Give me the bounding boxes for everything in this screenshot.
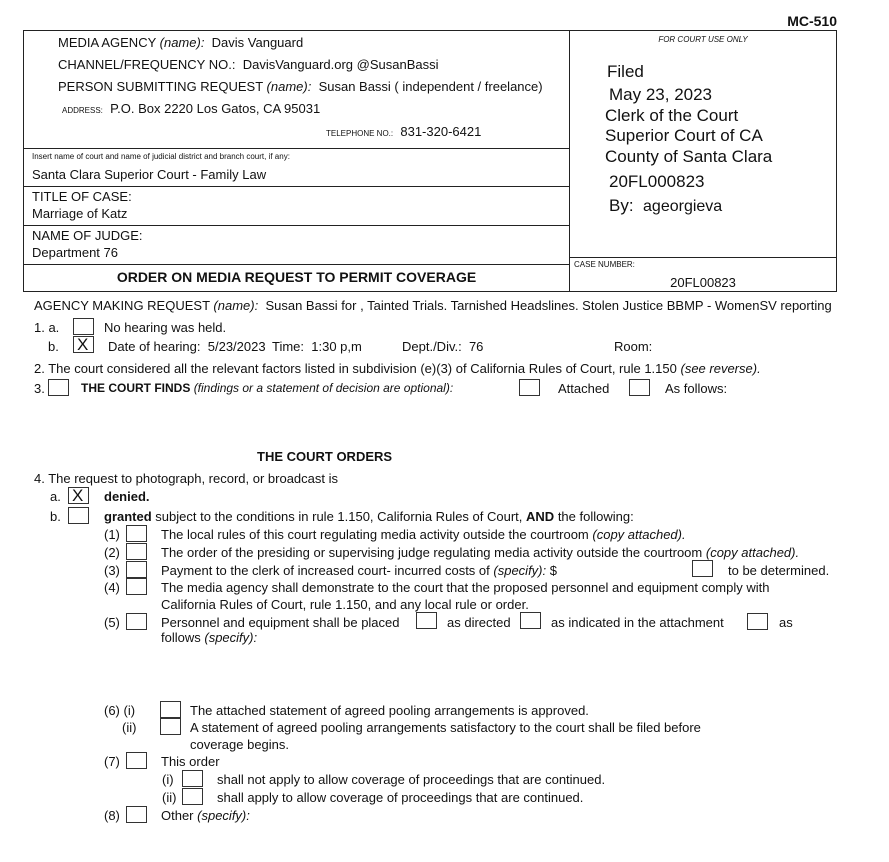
stamp-date: May 23, 2023 (609, 85, 713, 104)
stamp-filed: Filed (607, 62, 644, 81)
condition-2-checkbox[interactable] (126, 543, 147, 560)
as-directed-checkbox[interactable] (416, 612, 437, 629)
not-apply-continued-text: shall not apply to allow coverage of proceedings that are continued. (217, 772, 606, 787)
pooling-approved-checkbox[interactable] (160, 701, 181, 718)
divider (569, 31, 570, 291)
divider (24, 148, 569, 149)
channel-field: CHANNEL/FREQUENCY NO.: DavisVanguard.org @SusanBassi (58, 57, 439, 72)
address-value[interactable]: P.O. Box 2220 Los Gatos, CA 95031 (110, 101, 321, 116)
findings-attached-label: Attached (558, 381, 610, 396)
judge-value[interactable]: Department 76 (32, 245, 118, 260)
condition-5-text: Personnel and equipment shall be placed (161, 615, 400, 630)
not-apply-continued-checkbox[interactable] (182, 770, 203, 787)
case-title-value[interactable]: Marriage of Katz (32, 206, 128, 221)
address-field: ADDRESS: P.O. Box 2220 Los Gatos, CA 95031 (62, 101, 321, 116)
court-finds-label: THE COURT FINDS (findings or a statement of decision are optional): (81, 381, 454, 395)
caption-box (23, 30, 837, 292)
as-follows-label: as (779, 615, 793, 630)
court-instruction: Insert name of court and name of judicial district and branch court, if any: (32, 152, 290, 161)
denied-label: denied. (104, 489, 150, 504)
condition-1-text: The local rules of this court regulating media activity outside the courtroom (copy attached). (161, 527, 686, 542)
condition-7-checkbox[interactable] (126, 752, 147, 769)
pooling-to-be-filed-checkbox[interactable] (160, 718, 181, 735)
findings-attached-checkbox[interactable] (519, 379, 540, 396)
apply-continued-checkbox[interactable] (182, 788, 203, 805)
condition-4-number: (4) (104, 580, 120, 595)
item-1b-number: b. (48, 339, 59, 354)
stamp-county: County of Santa Clara (605, 147, 773, 166)
hearing-time: Time: 1:30 p,m (272, 339, 362, 354)
pooling-to-be-filed-text: A statement of agreed pooling arrangements satisfactory to the court shall be filed before (190, 720, 701, 735)
court-orders-heading: THE COURT ORDERS (257, 449, 393, 464)
person-value[interactable]: Susan Bassi ( independent / freelance) (318, 79, 543, 94)
court-use-label: FOR COURT USE ONLY (658, 35, 748, 44)
other-checkbox[interactable] (126, 806, 147, 823)
case-title-label: TITLE OF CASE: (32, 189, 132, 204)
condition-8-number: (8) (104, 808, 120, 823)
condition-4-checkbox[interactable] (126, 578, 147, 595)
divider (569, 257, 837, 258)
condition-6-number: (6) (i) (104, 703, 136, 718)
hearing-room: Room: (614, 339, 653, 354)
condition-6-ii-number: (ii) (122, 720, 137, 735)
form-number: MC-510 (787, 13, 837, 29)
channel-value[interactable]: DavisVanguard.org @SusanBassi (242, 57, 439, 72)
media-agency-value[interactable]: Davis Vanguard (211, 35, 304, 50)
telephone-field: TELEPHONE NO.: 831-320-6421 (326, 124, 482, 139)
hearing-date[interactable]: 5/23/2023 (207, 339, 266, 354)
pooling-approved-text: The attached statement of agreed pooling arrangements is approved. (190, 703, 589, 718)
hearing-held-checkbox[interactable] (73, 336, 94, 353)
divider (24, 186, 569, 187)
condition-1-number: (1) (104, 527, 120, 542)
as-directed-label: as directed (447, 615, 511, 630)
other-text: Other (specify): (161, 808, 250, 823)
item-4b-number: b. (50, 509, 61, 524)
condition-2-number: (2) (104, 545, 120, 560)
condition-5-number: (5) (104, 615, 120, 630)
granted-checkbox[interactable] (68, 507, 89, 524)
divider (24, 264, 569, 265)
pooling-to-be-filed-text-cont: coverage begins. (190, 737, 290, 752)
court-finds-checkbox[interactable] (48, 379, 69, 396)
denied-checkbox[interactable] (68, 487, 89, 504)
agency-value[interactable]: Susan Bassi for , Tainted Trials. Tarnished Headslines. Stolen Justice BBMP - WomenSV reporting (265, 298, 832, 313)
no-hearing-checkbox[interactable] (73, 318, 94, 335)
item-1a-number: 1. a. (34, 320, 60, 335)
condition-3-checkbox[interactable] (126, 561, 147, 578)
condition-5-checkbox[interactable] (126, 613, 147, 630)
stamp-case-number: 20FL000823 (609, 172, 705, 191)
as-indicated-label: as indicated in the attachment (551, 615, 724, 630)
case-number-label: CASE NUMBER: (574, 260, 635, 269)
condition-4-text: The media agency shall demonstrate to the court that the proposed personnel and equipment comply with (161, 580, 770, 595)
no-hearing-label: No hearing was held. (104, 320, 227, 335)
condition-2-text: The order of the presiding or supervising judge regulating media activity outside the courtroom (copy attached). (161, 545, 800, 560)
condition-3-text: Payment to the clerk of increased court- incurred costs of (specify): $ (161, 563, 557, 578)
item-3-number: 3. (34, 381, 45, 396)
media-agency-field: MEDIA AGENCY (name): Davis Vanguard (58, 35, 304, 50)
court-name-value[interactable]: Santa Clara Superior Court - Family Law (32, 167, 267, 182)
as-follows-checkbox[interactable] (747, 613, 768, 630)
case-number-value[interactable]: 20FL00823 (670, 275, 736, 290)
findings-as-follows-checkbox[interactable] (629, 379, 650, 396)
person-field: PERSON SUBMITTING REQUEST (name): Susan Bassi ( independent / freelance) (58, 79, 543, 94)
document-title: ORDER ON MEDIA REQUEST TO PERMIT COVERAGE (116, 269, 477, 285)
findings-as-follows-label: As follows: (665, 381, 728, 396)
item-4a-number: a. (50, 489, 61, 504)
condition-3-number: (3) (104, 563, 120, 578)
apply-continued-text: shall apply to allow coverage of proceedings that are continued. (217, 790, 584, 805)
item-4: 4. The request to photograph, record, or broadcast is (34, 471, 338, 486)
agency-making-request: AGENCY MAKING REQUEST (name): Susan Bassi for , Tainted Trials. Tarnished Headslines. Stolen Justice BBMP - WomenSV reporting (34, 298, 832, 313)
stamp-court: Superior Court of CA (605, 126, 763, 145)
item-2: 2. The court considered all the relevant factors listed in subdivision (e)(3) of California Rules of Court, rule 1.150 (see reverse). (34, 361, 761, 376)
costs-tbd-checkbox[interactable] (692, 560, 713, 577)
as-indicated-checkbox[interactable] (520, 612, 541, 629)
costs-tbd-label: to be determined. (728, 563, 830, 578)
condition-7-i-number: (i) (162, 772, 174, 787)
condition-4-text-cont: California Rules of Court, rule 1.150, and any local rule or order. (161, 597, 529, 612)
condition-7-number: (7) (104, 754, 120, 769)
judge-label: NAME OF JUDGE: (32, 228, 143, 243)
hearing-details: Date of hearing: 5/23/2023 (108, 339, 266, 354)
stamp-by: By: ageorgieva (609, 196, 723, 215)
telephone-value[interactable]: 831-320-6421 (400, 124, 482, 139)
hearing-dept: Dept./Div.: 76 (402, 339, 484, 354)
stamp-clerk: Clerk of the Court (605, 106, 739, 125)
condition-5-text-cont: follows (specify): (161, 630, 258, 645)
condition-7-text: This order (161, 754, 220, 769)
condition-1-checkbox[interactable] (126, 525, 147, 542)
condition-7-ii-number: (ii) (162, 790, 177, 805)
granted-label: granted subject to the conditions in rule 1.150, California Rules of Court, AND the following: (104, 509, 634, 524)
divider (24, 225, 569, 226)
